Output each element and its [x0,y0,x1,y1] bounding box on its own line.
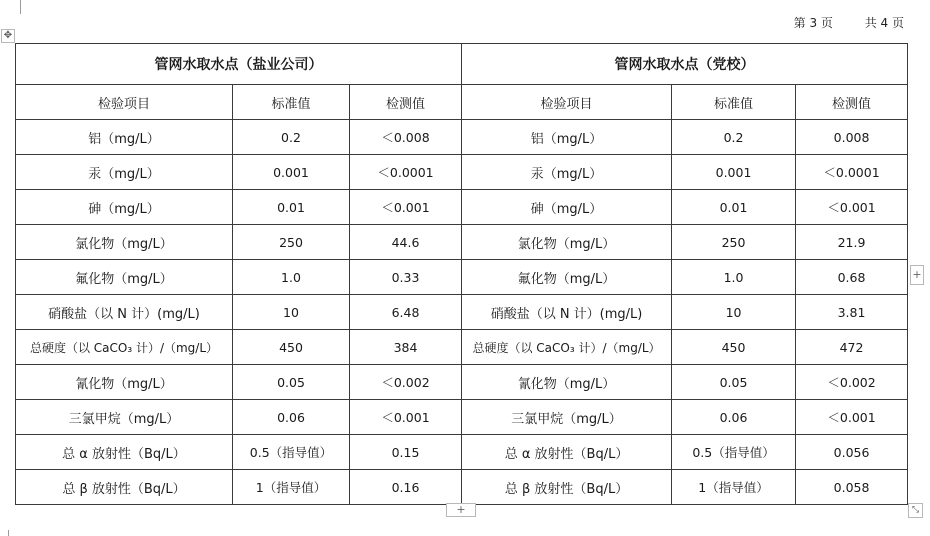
right-result-cell: 0.68 [796,260,908,295]
left-result-cell: 0.15 [350,435,462,470]
left-result-cell: 384 [350,330,462,365]
add-column-plus-icon[interactable]: + [910,265,924,285]
table-row [16,155,908,190]
right-item-cell: 铝（mg/L） [462,120,672,155]
left-result-cell: ＜0.008 [350,120,462,155]
table-row [16,260,908,295]
left-std-cell: 10 [233,295,350,330]
right-std-cell: 0.05 [672,365,796,400]
left-std-cell: 0.06 [233,400,350,435]
table-row [16,120,908,155]
right-result-cell: ＜0.001 [796,400,908,435]
right-std-cell: 1.0 [672,260,796,295]
left-result-cell: ＜0.0001 [350,155,462,190]
left-result-cell: 44.6 [350,225,462,260]
right-item-cell: 氟化物（mg/L） [462,260,672,295]
left-result-cell: ＜0.001 [350,190,462,225]
left-item-cell: 三氯甲烷（mg/L） [16,400,233,435]
left-item-cell: 总硬度（以 CaCO₃ 计）/（mg/L） [16,330,233,365]
table-row [16,295,908,330]
left-col-result-header: 检测值 [350,85,462,120]
left-result-cell: 0.33 [350,260,462,295]
right-result-cell: 3.81 [796,295,908,330]
left-result-cell: 0.16 [350,470,462,505]
left-std-cell: 450 [233,330,350,365]
right-section-title: 管网水取水点（党校） [462,44,908,85]
table-row [16,470,908,505]
table-row [16,365,908,400]
right-std-cell: 0.5（指导值） [672,435,796,470]
right-result-cell: 0.008 [796,120,908,155]
right-result-cell: 472 [796,330,908,365]
table-row [16,225,908,260]
left-item-cell: 铝（mg/L） [16,120,233,155]
right-std-cell: 0.01 [672,190,796,225]
page-total: 共 4 页 [864,16,904,30]
right-item-cell: 砷（mg/L） [462,190,672,225]
right-std-cell: 1（指导值） [672,470,796,505]
right-std-cell: 0.2 [672,120,796,155]
left-std-cell: 0.01 [233,190,350,225]
right-std-cell: 250 [672,225,796,260]
table-resize-icon[interactable]: ⤡ [908,503,923,518]
page-current: 第 3 页 [793,16,833,30]
left-item-cell: 砷（mg/L） [16,190,233,225]
left-section-title: 管网水取水点（盐业公司） [16,44,462,85]
right-item-cell: 三氯甲烷（mg/L） [462,400,672,435]
right-item-cell: 汞（mg/L） [462,155,672,190]
table-row [16,330,908,365]
left-std-cell: 0.05 [233,365,350,400]
left-item-cell: 汞（mg/L） [16,155,233,190]
right-result-cell: 0.056 [796,435,908,470]
right-item-cell: 总硬度（以 CaCO₃ 计）/（mg/L） [462,330,672,365]
right-std-cell: 0.001 [672,155,796,190]
right-item-cell: 总 β 放射性（Bq/L） [462,470,672,505]
right-result-cell: 0.058 [796,470,908,505]
left-std-cell: 1.0 [233,260,350,295]
right-item-cell: 氰化物（mg/L） [462,365,672,400]
right-result-cell: ＜0.0001 [796,155,908,190]
water-quality-table [15,43,908,505]
page-corner-mark-bottom [8,530,9,536]
left-item-cell: 氰化物（mg/L） [16,365,233,400]
left-std-cell: 250 [233,225,350,260]
right-col-result-header: 检测值 [796,85,908,120]
left-std-cell: 1（指导值） [233,470,350,505]
right-result-cell: ＜0.002 [796,365,908,400]
left-std-cell: 0.2 [233,120,350,155]
right-col-item-header: 检验项目 [462,85,672,120]
left-item-cell: 氟化物（mg/L） [16,260,233,295]
left-item-cell: 硝酸盐（以 N 计）(mg/L) [16,295,233,330]
left-col-item-header: 检验项目 [16,85,233,120]
table-row [16,435,908,470]
add-row-plus-icon[interactable]: + [446,503,476,517]
left-item-cell: 总 α 放射性（Bq/L） [16,435,233,470]
table-move-icon[interactable]: ✥ [1,29,15,43]
left-result-cell: ＜0.001 [350,400,462,435]
left-item-cell: 氯化物（mg/L） [16,225,233,260]
left-result-cell: 6.48 [350,295,462,330]
right-item-cell: 硝酸盐（以 N 计）(mg/L) [462,295,672,330]
table-row [16,190,908,225]
left-std-cell: 0.001 [233,155,350,190]
left-item-cell: 总 β 放射性（Bq/L） [16,470,233,505]
table-row [16,400,908,435]
left-std-cell: 0.5（指导值） [233,435,350,470]
right-result-cell: ＜0.001 [796,190,908,225]
right-std-cell: 10 [672,295,796,330]
right-std-cell: 0.06 [672,400,796,435]
left-col-std-header: 标准值 [233,85,350,120]
page-number-info [766,14,904,31]
page-corner-mark [8,0,21,14]
right-std-cell: 450 [672,330,796,365]
right-item-cell: 总 α 放射性（Bq/L） [462,435,672,470]
right-result-cell: 21.9 [796,225,908,260]
right-col-std-header: 标准值 [672,85,796,120]
left-result-cell: ＜0.002 [350,365,462,400]
right-item-cell: 氯化物（mg/L） [462,225,672,260]
